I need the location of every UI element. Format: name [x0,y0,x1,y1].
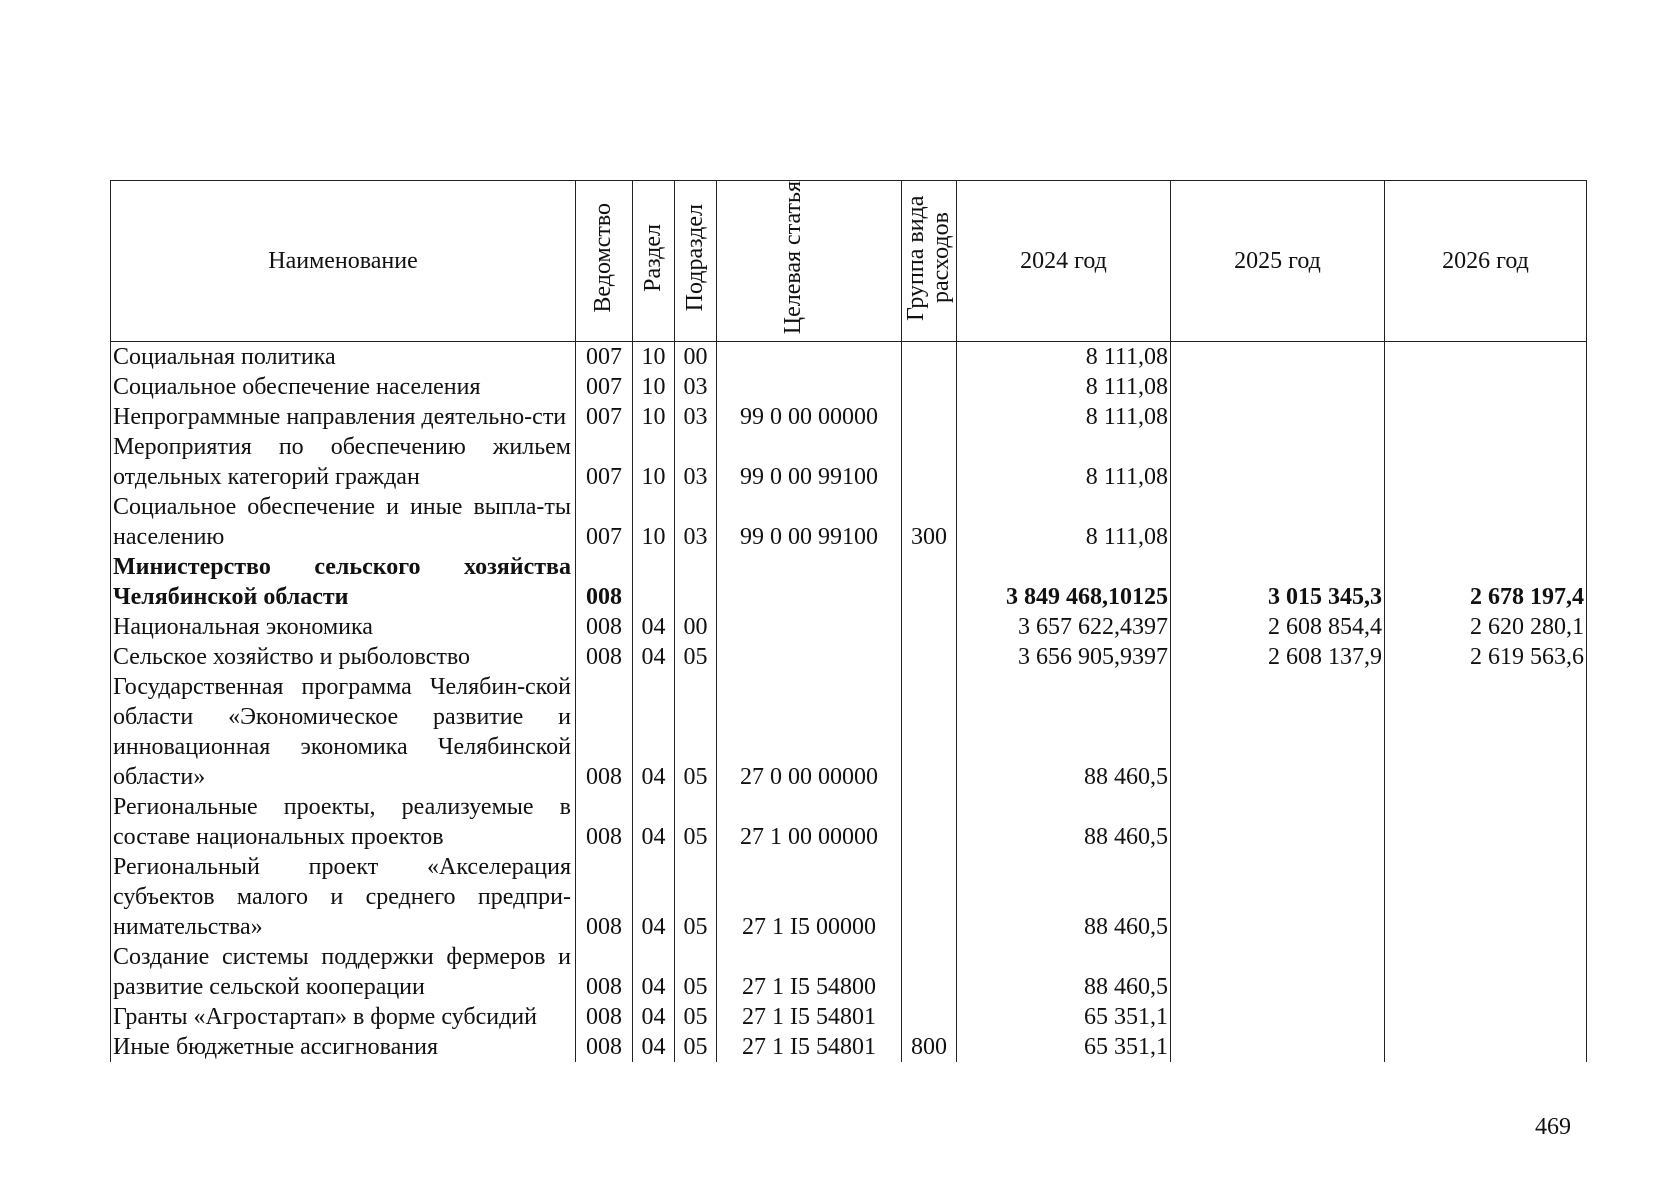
table-row [111,372,1587,402]
row-dept: 008 [576,612,633,642]
row-group [902,852,957,942]
row-target: 27 1 00 00000 [717,792,902,852]
row-dept: 008 [576,852,633,942]
row-subsection: 05 [675,1032,717,1062]
row-name: Национальная экономика [111,612,576,642]
row-subsection: 05 [675,942,717,1002]
row-2026 [1385,672,1587,792]
table-row [111,402,1587,432]
table-row [111,612,1587,642]
row-2025 [1171,1032,1385,1062]
row-subsection: 05 [675,642,717,672]
row-group [902,432,957,492]
row-2024: 88 460,5 [957,672,1171,792]
row-target: 99 0 00 99100 [717,432,902,492]
table-row [111,642,1587,672]
row-2026 [1385,372,1587,402]
row-subsection: 03 [675,372,717,402]
row-2025 [1171,852,1385,942]
row-2024: 8 111,08 [957,492,1171,552]
row-2025 [1171,1002,1385,1032]
row-section: 10 [633,372,675,402]
row-dept: 008 [576,552,633,612]
row-section: 04 [633,1032,675,1062]
page-number: 469 [1535,1114,1571,1140]
row-2026 [1385,792,1587,852]
row-subsection: 03 [675,492,717,552]
table-row [111,552,1587,612]
row-section: 10 [633,342,675,373]
row-2024: 8 111,08 [957,432,1171,492]
row-2025 [1171,372,1385,402]
header-2024: 2024 год [957,181,1171,342]
row-name: Министерство сельского хозяйства Челябинской области [111,552,576,612]
header-group: Группа вида расходов [902,181,957,342]
row-dept: 008 [576,792,633,852]
row-dept: 007 [576,342,633,373]
row-dept: 008 [576,672,633,792]
row-name: Гранты «Агростартап» в форме субсидий [111,1002,576,1032]
row-dept: 007 [576,432,633,492]
header-2026: 2026 год [1385,181,1587,342]
header-row [111,181,1587,342]
row-2024: 8 111,08 [957,342,1171,373]
header-target: Целевая статья [717,181,902,342]
row-name: Государственная программа Челябин-ской области «Экономическое развитие и инновационная экономика Челябинской области» [111,672,576,792]
row-group [902,402,957,432]
row-2025 [1171,942,1385,1002]
row-name: Социальное обеспечение населения [111,372,576,402]
row-subsection: 00 [675,342,717,373]
row-2024: 3 656 905,9397 [957,642,1171,672]
row-2026: 2 619 563,6 [1385,642,1587,672]
row-section: 04 [633,642,675,672]
row-2026 [1385,492,1587,552]
row-2026 [1385,852,1587,942]
row-target [717,642,902,672]
row-group: 800 [902,1032,957,1062]
row-subsection: 05 [675,1002,717,1032]
header-subsection: Подраздел [675,181,717,342]
row-group [902,1002,957,1032]
row-2025: 2 608 854,4 [1171,612,1385,642]
header-dept: Ведомство [576,181,633,342]
row-2024: 8 111,08 [957,372,1171,402]
row-target: 27 0 00 00000 [717,672,902,792]
row-dept: 008 [576,1002,633,1032]
row-group [902,672,957,792]
row-subsection: 05 [675,672,717,792]
row-dept: 008 [576,1032,633,1062]
row-group [902,612,957,642]
row-section: 04 [633,942,675,1002]
row-2025 [1171,492,1385,552]
row-subsection: 03 [675,432,717,492]
row-name: Иные бюджетные ассигнования [111,1032,576,1062]
row-name: Сельское хозяйство и рыболовство [111,642,576,672]
row-subsection: 05 [675,852,717,942]
row-2024: 88 460,5 [957,852,1171,942]
row-group [902,792,957,852]
row-section: 10 [633,432,675,492]
row-group [902,342,957,373]
row-2024: 3 657 622,4397 [957,612,1171,642]
row-2025 [1171,342,1385,373]
row-2026 [1385,402,1587,432]
row-dept: 007 [576,372,633,402]
row-2025 [1171,792,1385,852]
row-section: 04 [633,1002,675,1032]
row-2025 [1171,432,1385,492]
row-target: 99 0 00 00000 [717,402,902,432]
row-name: Социальная политика [111,342,576,373]
row-2025 [1171,672,1385,792]
header-2025: 2025 год [1171,181,1385,342]
header-section: Раздел [633,181,675,342]
row-name: Создание системы поддержки фермеров и развитие сельской кооперации [111,942,576,1002]
row-target: 27 1 I5 00000 [717,852,902,942]
row-subsection [675,552,717,612]
row-group [902,642,957,672]
row-group [902,372,957,402]
table-row [111,432,1587,492]
row-2025: 3 015 345,3 [1171,552,1385,612]
row-2024: 88 460,5 [957,792,1171,852]
row-2026 [1385,432,1587,492]
header-name: Наименование [111,181,576,342]
budget-table [110,180,1587,1062]
row-target: 27 1 I5 54800 [717,942,902,1002]
row-2026 [1385,942,1587,1002]
row-target [717,612,902,642]
table-row [111,342,1587,373]
row-group: 300 [902,492,957,552]
row-name: Региональные проекты, реализуемые в составе национальных проектов [111,792,576,852]
table-row [111,1002,1587,1032]
row-2025 [1171,402,1385,432]
row-group [902,552,957,612]
row-target: 27 1 I5 54801 [717,1032,902,1062]
row-section: 04 [633,852,675,942]
row-dept: 008 [576,642,633,672]
row-target: 99 0 00 99100 [717,492,902,552]
row-name: Мероприятия по обеспечению жильем отдельных категорий граждан [111,432,576,492]
row-section: 10 [633,402,675,432]
row-2024: 65 351,1 [957,1032,1171,1062]
row-name: Региональный проект «Акселерация субъектов малого и среднего предпри-нимательства» [111,852,576,942]
row-2026: 2 620 280,1 [1385,612,1587,642]
row-dept: 007 [576,402,633,432]
row-dept: 008 [576,942,633,1002]
table-row [111,672,1587,792]
row-2025: 2 608 137,9 [1171,642,1385,672]
row-2024: 88 460,5 [957,942,1171,1002]
table-row [111,942,1587,1002]
row-2026 [1385,342,1587,373]
row-section: 04 [633,792,675,852]
table-row [111,852,1587,942]
row-subsection: 05 [675,792,717,852]
row-subsection: 03 [675,402,717,432]
row-2026 [1385,1002,1587,1032]
row-group [902,942,957,1002]
table-row [111,492,1587,552]
row-name: Социальное обеспечение и иные выпла-ты населению [111,492,576,552]
row-section: 04 [633,612,675,642]
row-section: 04 [633,672,675,792]
row-2024: 3 849 468,10125 [957,552,1171,612]
row-target [717,372,902,402]
row-subsection: 00 [675,612,717,642]
row-target [717,552,902,612]
table-row [111,1032,1587,1062]
row-target: 27 1 I5 54801 [717,1002,902,1032]
row-2024: 65 351,1 [957,1002,1171,1032]
row-dept: 007 [576,492,633,552]
row-target [717,342,902,373]
row-section: 10 [633,492,675,552]
row-name: Непрограммные направления деятельно-сти [111,402,576,432]
row-section [633,552,675,612]
row-2026 [1385,1032,1587,1062]
row-2026: 2 678 197,4 [1385,552,1587,612]
table-row [111,792,1587,852]
row-2024: 8 111,08 [957,402,1171,432]
